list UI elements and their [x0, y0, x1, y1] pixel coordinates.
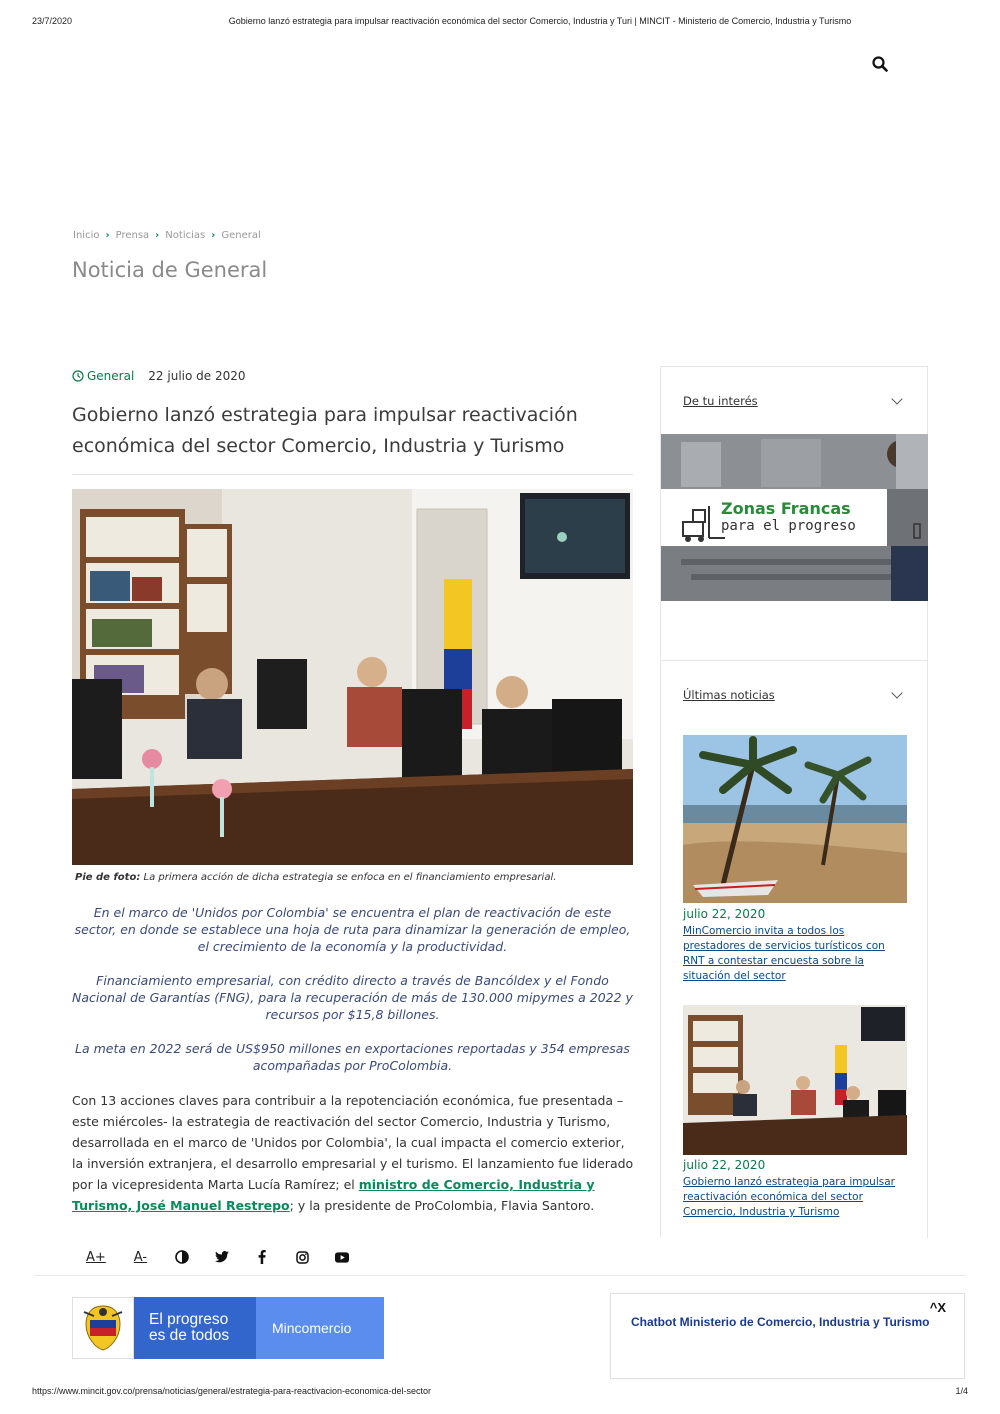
article-date: 22 julio de 2020 [148, 369, 246, 383]
chevron-right-icon: › [155, 230, 160, 241]
news-title-link[interactable]: Gobierno lanzó estrategia para impulsar reactivación económica del sector Comercio, Industria y Turismo [683, 1176, 895, 1218]
chevron-down-icon[interactable] [891, 393, 902, 404]
instagram-icon[interactable] [295, 1250, 309, 1264]
government-logo[interactable] [72, 1297, 384, 1359]
minister-link[interactable]: ministro de Comercio, Industria y Turismo, José Manuel Restrepo [72, 1177, 595, 1213]
chevron-right-icon: › [105, 230, 110, 241]
divider [34, 1275, 966, 1276]
twitter-icon[interactable] [215, 1250, 229, 1264]
breadcrumb-prensa[interactable]: Prensa [115, 230, 150, 241]
chevron-down-icon[interactable] [891, 687, 902, 698]
banner-title: Zonas Francas [721, 499, 851, 518]
breadcrumb-noticias[interactable]: Noticias [165, 230, 206, 241]
body-text-end: ; y la presidente de ProColombia, Flavia Santoro. [289, 1198, 595, 1213]
caption-text: La primera acción de dicha estrategia se enfoca en el financiamiento empresarial. [143, 872, 557, 883]
news-date: julio 22, 2020 [683, 907, 766, 921]
chatbot-label[interactable]: Chatbot Ministerio de Comercio, Industria y Turismo [631, 1315, 930, 1329]
category-link[interactable] [72, 369, 134, 383]
page-title: Noticia de General [72, 258, 268, 282]
colombia-seal-icon [72, 1297, 134, 1359]
caption-label: Pie de foto: [75, 872, 141, 883]
news-thumbnail[interactable] [683, 735, 907, 903]
contrast-icon[interactable] [175, 1250, 189, 1264]
zonas-francas-banner[interactable] [661, 434, 928, 601]
logo-line-2: es de todos [149, 1327, 230, 1344]
clock-icon [72, 370, 84, 382]
article-body [72, 1090, 635, 1216]
banner-subtitle: para el progreso [721, 518, 856, 534]
print-page-number: 1/4 [955, 1386, 968, 1396]
news-date: julio 22, 2020 [683, 1158, 766, 1172]
share-toolbar [86, 1247, 375, 1267]
font-increase-button[interactable]: A+ [86, 1249, 106, 1265]
article-meta [72, 369, 246, 383]
summary-paragraph: Financiamiento empresarial, con crédito directo a través de Bancóldex y el Fondo Nacional de Garantías (FNG), para la recuperación de más de 130.000 mipymes a 2022 y recursos por $15,8 billones. [72, 973, 633, 1022]
print-url: https://www.mincit.gov.co/prensa/noticias/general/estrategia-para-reactivacion-economica-del-sector [32, 1386, 432, 1396]
article-headline: Gobierno lanzó estrategia para impulsar reactivación económica del sector Comercio, Industria y Turismo [72, 404, 578, 457]
chevron-right-icon: › [211, 230, 216, 241]
logo-slogan [134, 1297, 256, 1359]
summary-paragraph: La meta en 2022 será de US$950 millones en exportaciones reportadas y 354 empresas acompañadas por ProColombia. [75, 1041, 630, 1073]
youtube-icon[interactable] [335, 1250, 349, 1264]
divider [72, 474, 633, 475]
breadcrumb [73, 230, 261, 241]
breadcrumb-general[interactable]: General [221, 230, 261, 241]
chatbot-widget[interactable] [610, 1293, 965, 1379]
category-label: General [87, 369, 135, 383]
latest-news-heading[interactable]: Últimas noticias [683, 688, 775, 702]
article-photo [72, 489, 633, 865]
divider [661, 660, 928, 661]
print-date: 23/7/2020 [32, 16, 73, 26]
photo-caption [75, 872, 556, 883]
logo-brand: Mincomercio [256, 1297, 384, 1359]
interest-heading[interactable]: De tu interés [683, 394, 758, 408]
chatbot-close-button[interactable]: ^X [929, 1300, 946, 1315]
sidebar [660, 366, 928, 1238]
news-thumbnail[interactable] [683, 1005, 907, 1155]
font-decrease-button[interactable]: A- [133, 1249, 148, 1265]
news-title-link[interactable]: MinComercio invita a todos los prestadores de servicios turísticos con RNT a contestar encuesta sobre la situación del sector [683, 925, 885, 982]
body-text-start: Con 13 acciones claves para contribuir a la repotenciación económica, fue presentada –este miércoles- la estrategia de reactivación del sector Comercio, Industria y Turismo, desarrollada en el marco de 'Unidos por Colombia', la cual impacta el comercio exterior, la inversión extranjera, el desarrollo empresarial y el turismo. El lanzamiento fue liderado por la vicepresidenta Marta Lucía Ramírez; el [72, 1093, 634, 1192]
summary-paragraph: En el marco de 'Unidos por Colombia' se encuentra el plan de reactivación de este sector, en donde se establece una hoja de ruta para dinamizar la generación de empleo, el crecimiento de la economía y la productividad. [74, 905, 631, 954]
print-title: Gobierno lanzó estrategia para impulsar reactivación económica del sector Comercio, Industria y Turi | MINCIT - Ministerio de Comercio, Industria y Turismo [228, 16, 852, 26]
logo-line-1: El progreso [149, 1311, 229, 1328]
search-icon[interactable] [872, 56, 888, 72]
facebook-icon[interactable] [255, 1250, 269, 1264]
breadcrumb-inicio[interactable]: Inicio [73, 230, 100, 241]
